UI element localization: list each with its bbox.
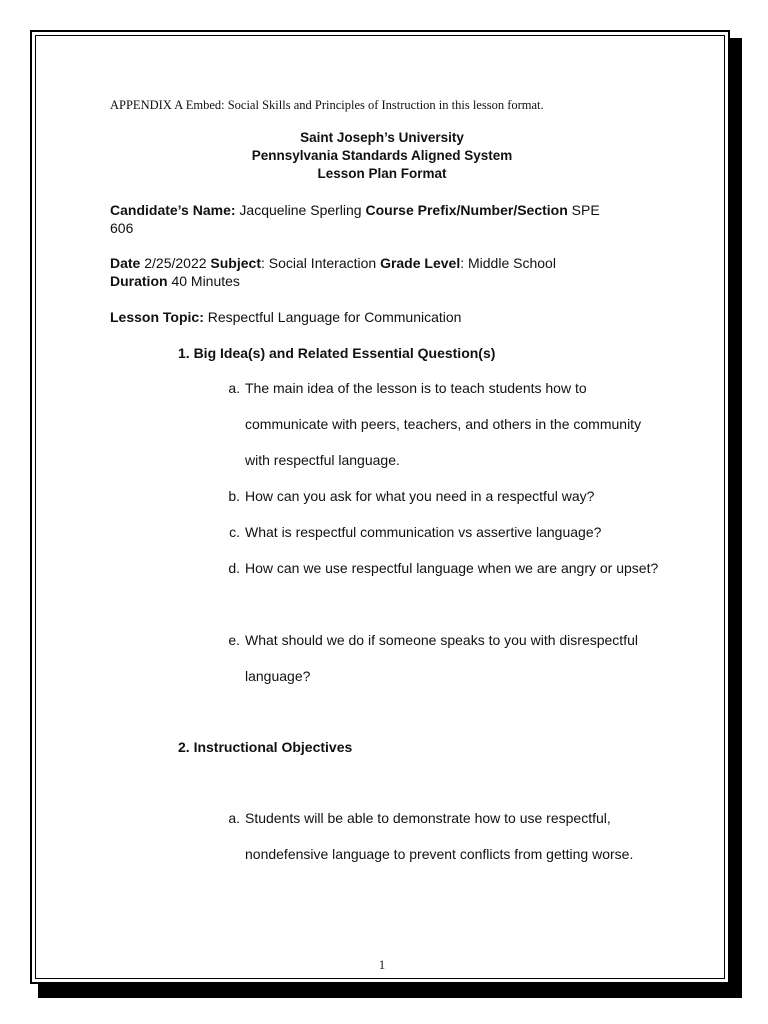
- page-number: 1: [378, 958, 386, 972]
- list-item-text: What is respectful communication vs assertive language?: [245, 524, 602, 540]
- list-item-text: How can we use respectful language when we are angry or upset?: [245, 560, 659, 576]
- candidate-name-label: Candidate’s Name:: [110, 202, 236, 218]
- list-item-letter: d.: [228, 560, 240, 576]
- candidate-line: [110, 202, 600, 218]
- list-item-letter: a.: [228, 810, 240, 826]
- system-title: Pennsylvania Standards Aligned System: [251, 148, 513, 163]
- date-value: 2/25/2022: [140, 255, 211, 271]
- section-1-heading: 1. Big Idea(s) and Related Essential Question(s): [178, 345, 496, 361]
- list-item-text: Students will be able to demonstrate how to use respectful, nondefensive language to prevent conflicts from getting worse.: [245, 810, 634, 862]
- course-label: Course Prefix/Number/Section: [365, 202, 568, 218]
- list-item-letter: b.: [228, 488, 240, 504]
- course-value: SPE: [567, 202, 600, 218]
- date-label: Date: [110, 255, 141, 271]
- list-item-letter: c.: [229, 524, 240, 540]
- document-page: [30, 30, 730, 984]
- topic-value: Respectful Language for Communication: [203, 309, 462, 325]
- duration-line: [110, 273, 240, 289]
- list-item-text: What should we do if someone speaks to you with disrespectful language?: [245, 632, 638, 684]
- list-item-letter: e.: [228, 632, 240, 648]
- list-item-letter: a.: [228, 380, 240, 396]
- grade-value: : Middle School: [460, 255, 556, 271]
- duration-label: Duration: [110, 273, 168, 289]
- topic-label: Lesson Topic:: [110, 309, 204, 325]
- subject-label: Subject: [210, 255, 261, 271]
- appendix-line: APPENDIX A Embed: Social Skills and Principles of Instruction in this lesson format.: [110, 98, 544, 112]
- grade-label: Grade Level: [380, 255, 461, 271]
- date-subject-line: [110, 255, 556, 271]
- candidate-name-value: Jacqueline Sperling: [235, 202, 366, 218]
- topic-line: [110, 309, 461, 325]
- section-2-heading: 2. Instructional Objectives: [178, 739, 353, 755]
- course-value-continued: 606: [110, 220, 134, 236]
- list-item-text: How can you ask for what you need in a respectful way?: [245, 488, 595, 504]
- duration-value: 40 Minutes: [167, 273, 240, 289]
- format-title: Lesson Plan Format: [317, 166, 447, 181]
- list-item-text: The main idea of the lesson is to teach students how to communicate with peers, teachers, and others in the community with respectful language.: [245, 380, 642, 468]
- university-title: Saint Joseph’s University: [300, 130, 464, 145]
- subject-value: : Social Interaction: [261, 255, 381, 271]
